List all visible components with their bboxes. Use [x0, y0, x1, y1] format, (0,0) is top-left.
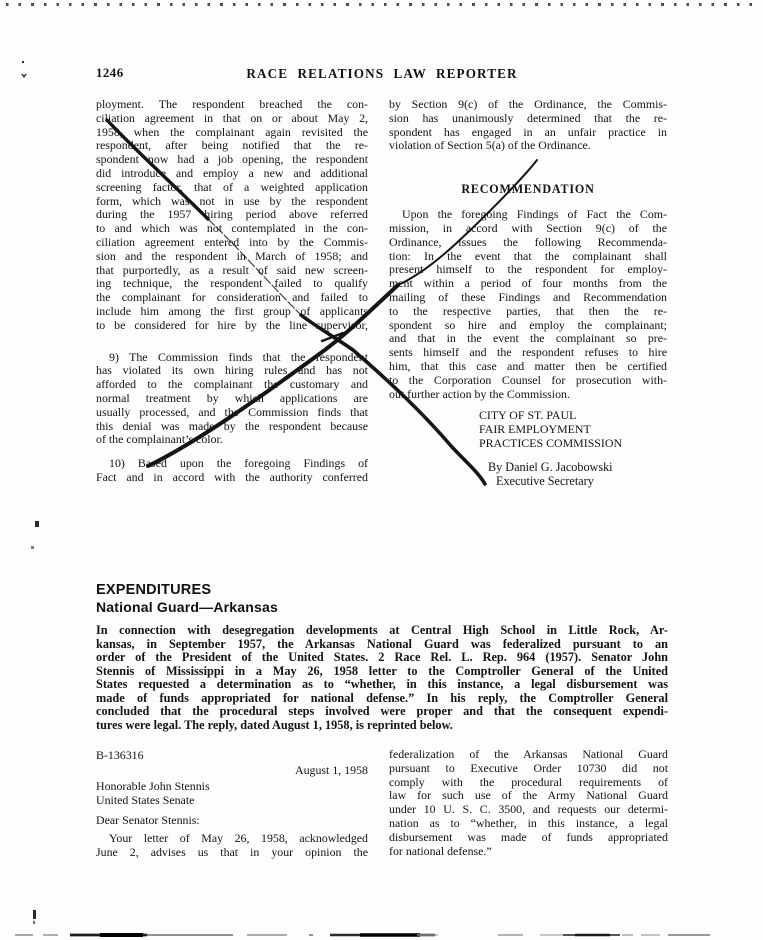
text-line: 10) Based upon the foregoing Findings of [109, 456, 368, 471]
ink-specks [21, 61, 39, 924]
text-line: Fact and in accord with the authority conferred [96, 469, 368, 484]
letter-body-left [96, 832, 368, 860]
text-line: him, that this case and matter then be certified [389, 358, 667, 373]
text-line: kansas, in September 1957, the Arkansas National Guard was federalized pursuant to an [96, 636, 668, 651]
text-line: screening factor, that of a weighted application [96, 179, 368, 194]
text-line: FAIR EMPLOYMENT [479, 422, 591, 437]
signer-title: Executive Secretary [496, 474, 594, 489]
text-line: 9) The Commission finds that the respondent [109, 349, 368, 364]
text-line: Upon the foregoing Findings of Fact the Com- [402, 207, 667, 222]
text-line: disbursement was made of funds appropriated [389, 829, 668, 844]
text-line: ployment. The respondent breached the con- [96, 97, 368, 111]
text-line: order of the President of the United States. 2 Race Rel. L. Rep. 964 (1957). Senator John [96, 650, 668, 664]
text-line: form, which was not in use by the respondent [96, 193, 368, 208]
text-line: sents himself and the respondent refuses to hire [389, 345, 667, 360]
text-line: violation of Section 5(a) of the Ordinance. [389, 138, 591, 153]
page-header-title: RACE RELATIONS LAW REPORTER [246, 66, 518, 81]
text-line: the complainant for consideration and failed to [96, 290, 368, 305]
text-line: In connection with desegregation developments at Central High School in Little Rock, Ar- [96, 623, 668, 637]
text-line: ciliation agreement entered into by the Commis- [96, 234, 368, 249]
text-line: mailing of these Findings and Recommendation [389, 289, 667, 304]
signature-organization [389, 409, 667, 450]
text-line: nation as to “whether, in this instance, a legal [389, 815, 668, 830]
paragraph-violation [389, 98, 667, 153]
text-line: made of funds appropriated for national defense.” In his reply, the Comptroller General [96, 690, 668, 705]
text-line: during the 1957 hiring period above referred [96, 207, 368, 222]
letter-body-right [389, 748, 668, 858]
letter-date: August 1, 1958 [295, 763, 368, 777]
text-line: did introduce and employ a new and additional [96, 165, 368, 180]
text-line: sion has unanimously determined that the re- [389, 110, 667, 125]
paragraph-finding-9 [96, 351, 368, 448]
text-line: sion and the respondent in March of 1958; and [96, 248, 368, 263]
letter-salutation: Dear Senator Stennis: [96, 813, 200, 827]
text-line: usually processed, and the Commission finds that [96, 404, 368, 419]
text-line: concluded that the procedural steps involved were proper and that the consequent expendi- [96, 704, 668, 718]
text-line: States requested a determination as to “whether, in this instance, a legal disbursement was [96, 677, 668, 691]
text-line: under 10 U. S. C. 3500, and requests our determi- [389, 802, 668, 817]
text-line: United States Senate [96, 793, 195, 807]
text-line: Honorable John Stennis [96, 779, 210, 793]
letter-recipient [96, 779, 368, 807]
text-line: afforded to the complainant the customary and [96, 377, 368, 392]
section-subheading-national-guard-arkansas: National Guard—Arkansas [96, 599, 278, 615]
text-line: tion: In the event that the complainant shall [389, 248, 667, 263]
text-line: of the complainant’s color. [96, 432, 223, 447]
text-line: ing technique, the respondent failed to qualify [96, 276, 368, 291]
text-line: Your letter of May 26, 1958, acknowledged [109, 831, 368, 845]
scan-edge-dotted-line [6, 3, 759, 6]
text-line: law for such use of the Army National Guard [389, 788, 668, 803]
text-line: PRACTICES COMMISSION [479, 435, 623, 450]
text-line: 1958, when the complainant again revisited the [96, 124, 368, 139]
text-line: out further action by the Commission. [389, 386, 570, 401]
text-line: CITY OF ST. PAUL [479, 408, 577, 423]
text-line: federalization of the Arkansas National Guard [389, 747, 668, 761]
text-line: present himself to the respondent for employ- [389, 262, 667, 277]
text-line: Ordinance, issues the following Recommenda- [389, 234, 667, 249]
section-heading-expenditures: EXPENDITURES [96, 582, 212, 598]
text-line: mission, in accord with Section 9(c) of the [389, 220, 667, 235]
text-line: has violated its own hiring rules and has not [96, 363, 368, 378]
text-line: normal treatment by which applications are [96, 390, 368, 405]
recommendation-heading: RECOMMENDATION [461, 182, 595, 197]
text-line: respondent, after being notified that the re- [96, 138, 368, 153]
right-column [389, 98, 667, 489]
text-line: spondent now had a job opening, the respondent [96, 152, 368, 167]
page-header [96, 66, 668, 84]
text-line: this denial was made by the respondent because [96, 418, 368, 433]
text-line: by Section 9(c) of the Ordinance, the Commis- [389, 97, 667, 111]
text-line: to and which was not contemplated in the con- [96, 221, 368, 236]
text-line: to the respective parties, that then the re- [389, 303, 667, 318]
text-line: spondent so hire and employ the complainant; [389, 317, 667, 332]
letter-reference-number: B-136316 [96, 748, 144, 762]
left-column [96, 98, 368, 485]
page-number: 1246 [96, 66, 124, 80]
letter-left-column [96, 748, 368, 860]
text-line: comply with the procedural requirements of [389, 774, 668, 789]
paragraph-continuation [96, 98, 368, 333]
text-line: and that in the event the complainant so pre- [389, 331, 667, 346]
paragraph-recommendation [389, 208, 667, 401]
text-line: ciliation agreement in that on or about May 2, [96, 110, 368, 125]
expenditures-summary [96, 624, 668, 732]
text-line: include him among the first group of applicants [96, 303, 368, 318]
signer-name: By Daniel G. Jacobowski [488, 459, 613, 474]
paragraph-finding-10 [96, 457, 368, 485]
text-line: pursuant to Executive Order 10730 did not [389, 760, 668, 775]
text-line: that purportedly, as a result of said new screen- [96, 262, 368, 277]
signature-block [389, 409, 667, 488]
text-line: Stennis of Mississippi in a May 26, 1958 letter to the Comptroller General of the United [96, 663, 668, 678]
text-line: June 2, advises us that in your opinion the [96, 844, 368, 859]
text-line: spondent has engaged in an unfair practice in [389, 124, 667, 139]
text-line: ment within a period of four months from the [389, 276, 667, 291]
text-line: tures were legal. The reply, dated August 1, 1958, is reprinted below. [96, 717, 453, 732]
text-line: for national defense.” [389, 843, 492, 858]
expenditures-heading-block [96, 583, 278, 615]
text-line: to the Corporation Counsel for prosecution with- [389, 372, 667, 387]
text-line: to be considered for hire by the line supervisor, [96, 317, 368, 332]
